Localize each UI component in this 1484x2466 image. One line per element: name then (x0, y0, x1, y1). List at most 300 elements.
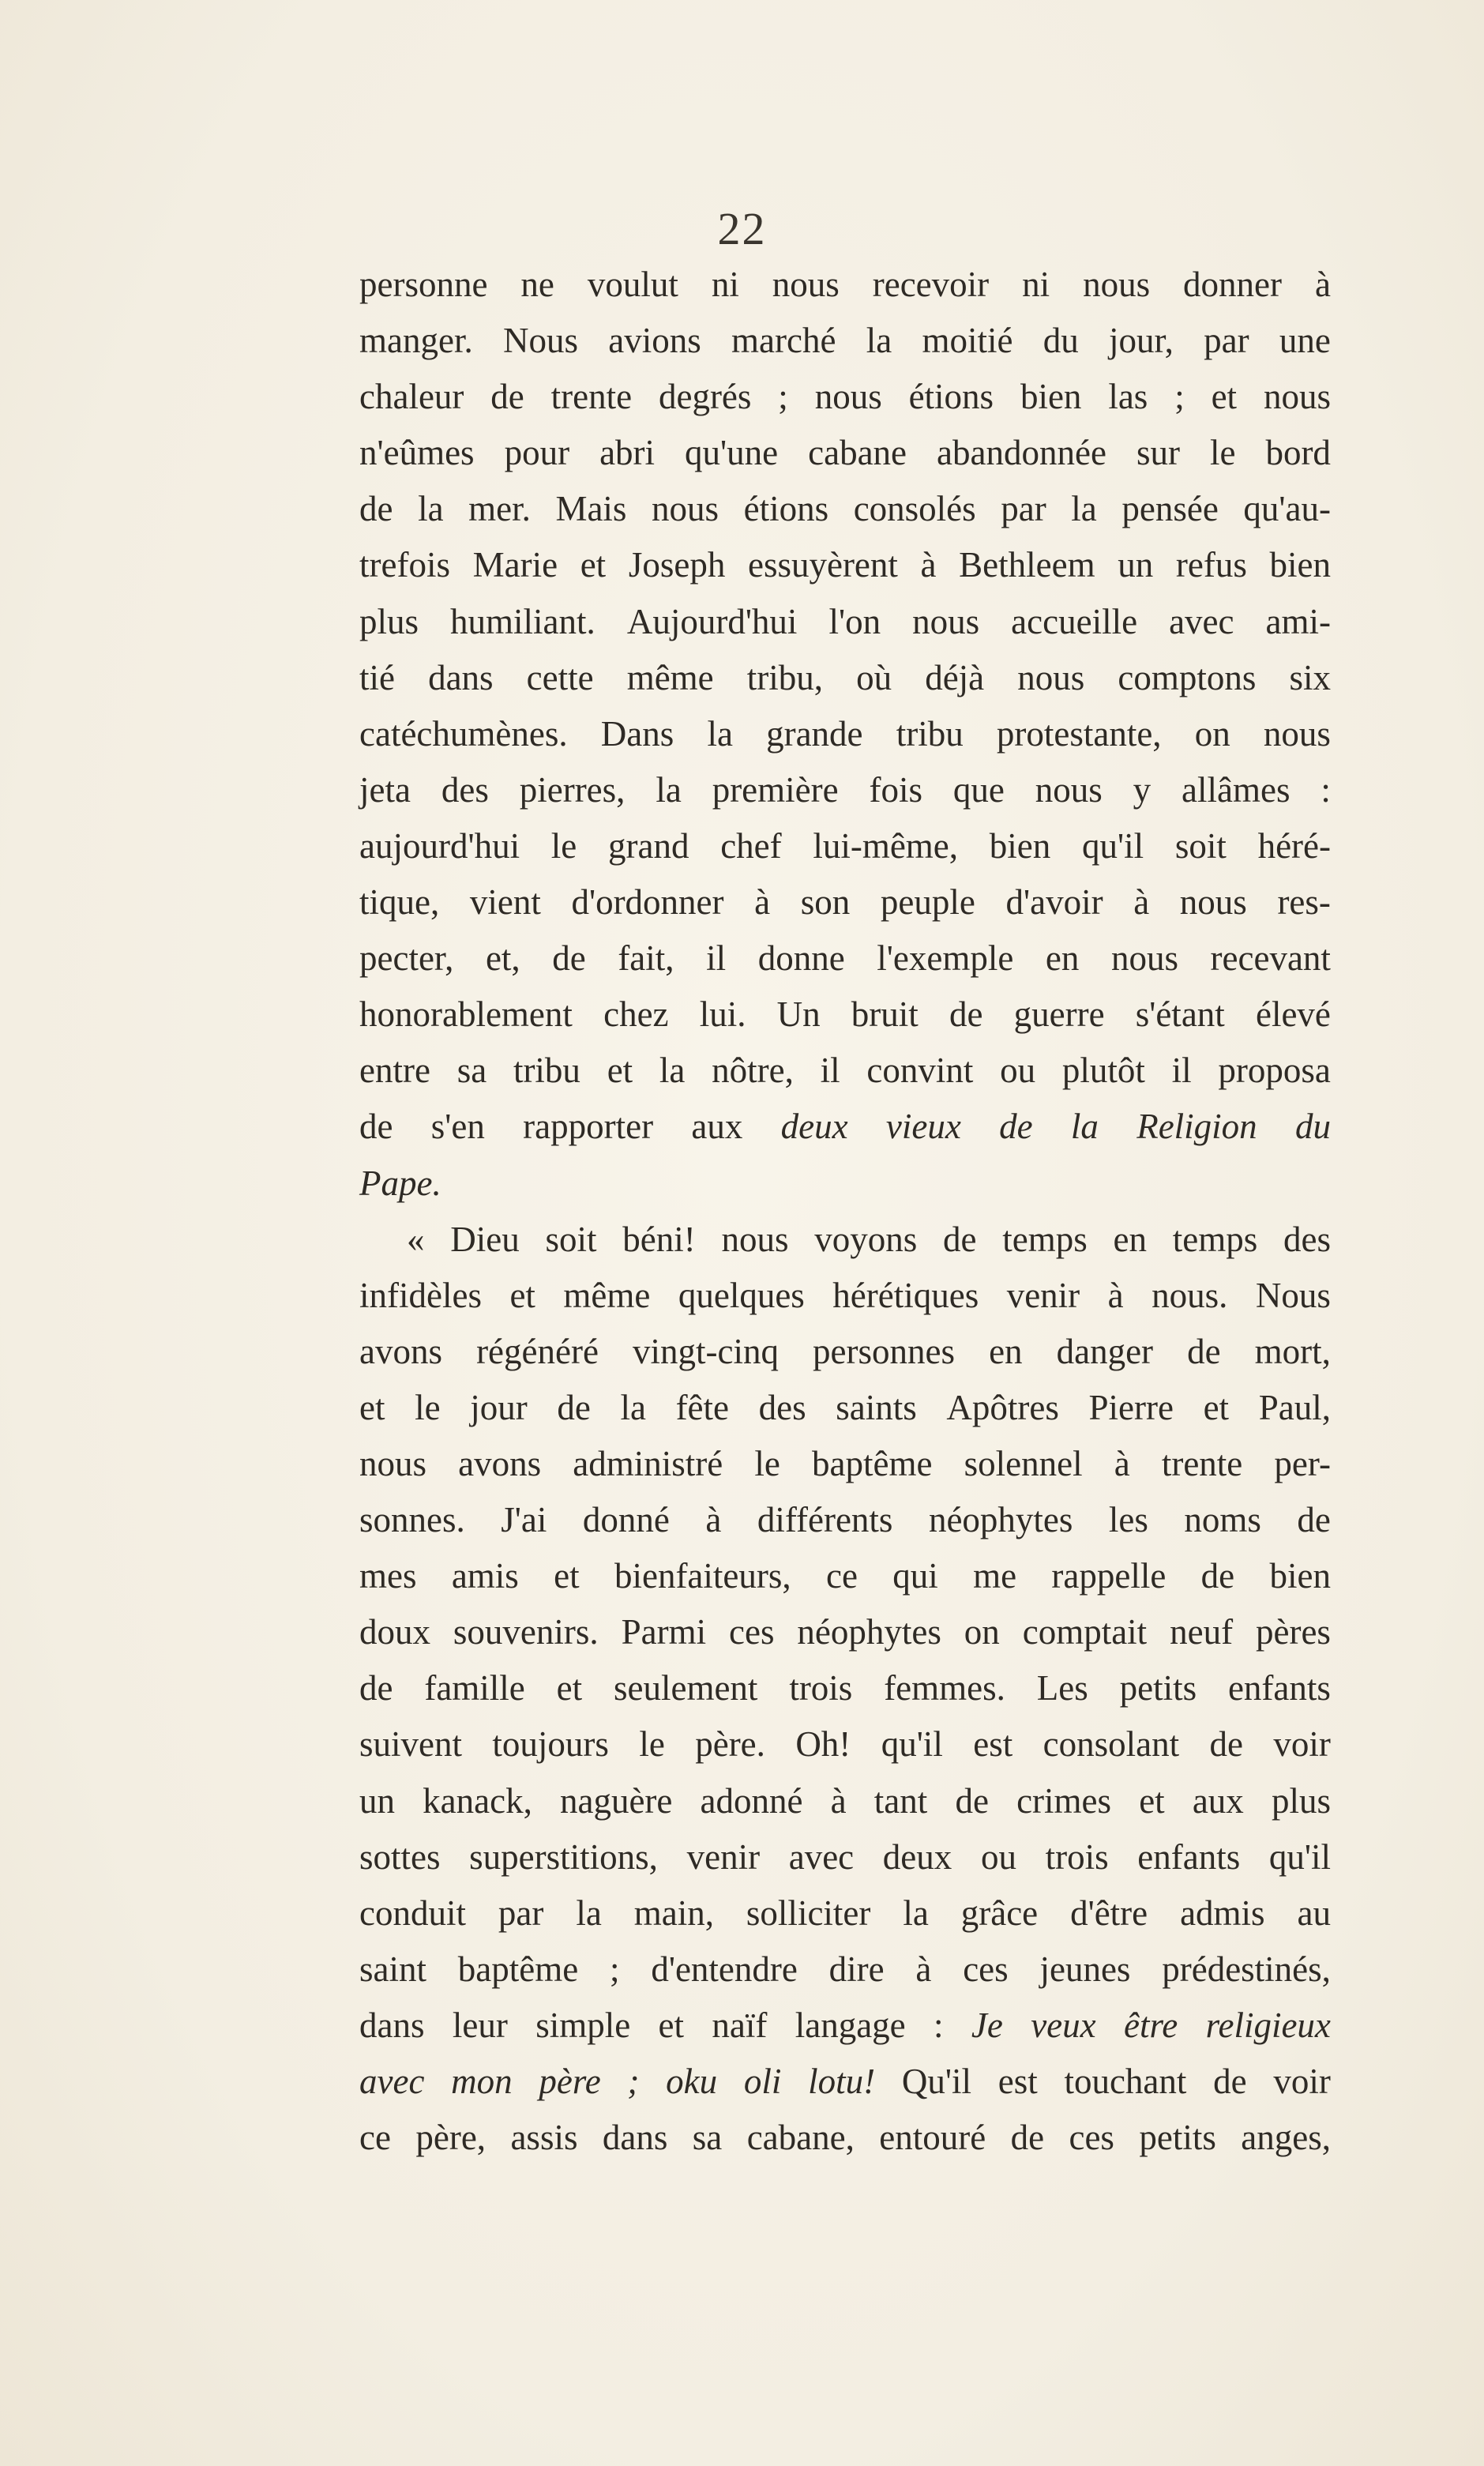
word: allâmes (1182, 769, 1291, 810)
word: aux (691, 1107, 743, 1147)
text-line (359, 1099, 1331, 1155)
word: femmes. (884, 1668, 1005, 1709)
word: ces (1069, 2118, 1114, 2158)
word: per- (1274, 1443, 1331, 1483)
word: en (1113, 1219, 1147, 1259)
word: nous (1263, 713, 1331, 754)
word: J'ai (501, 1500, 547, 1540)
word: la (620, 1387, 646, 1427)
word: Oh! (795, 1724, 851, 1765)
word: consolant (1043, 1724, 1180, 1765)
word: tribu (896, 713, 964, 754)
word: crimes (1016, 1780, 1112, 1821)
word: la (903, 1893, 929, 1933)
word: veux (1031, 2005, 1096, 2045)
word: petits (1139, 2118, 1216, 2158)
word: toujours (492, 1724, 609, 1765)
word: pierres, (519, 769, 626, 810)
word: noms (1184, 1500, 1261, 1540)
word: qu'il (1081, 825, 1144, 866)
word: même (563, 1275, 651, 1315)
word: catéchumènes. (359, 713, 568, 754)
word: père, (415, 2118, 487, 2158)
word: avons (458, 1443, 542, 1483)
word: pères (1256, 1612, 1331, 1652)
word: et (359, 1387, 385, 1427)
word: consolés (853, 489, 976, 529)
word: Parmi (621, 1612, 707, 1652)
word: res- (1277, 882, 1331, 923)
text-line (359, 930, 1331, 987)
word: essuyèrent (747, 545, 898, 585)
word: neuf (1170, 1612, 1234, 1652)
word: bienfaiteurs, (614, 1556, 791, 1596)
word: de (557, 1387, 591, 1427)
word: Je (971, 2005, 1003, 2045)
word: avions (608, 321, 701, 361)
word: cabane (808, 433, 907, 473)
word: baptême (457, 1949, 579, 1989)
word: souvenirs. (453, 1612, 599, 1652)
word: et (658, 2005, 685, 2045)
word: mes (359, 1556, 417, 1596)
word: : (1321, 769, 1331, 810)
word: petits (1119, 1668, 1197, 1709)
word: en (989, 1331, 1023, 1371)
word: du (1043, 321, 1079, 361)
word: de (955, 1780, 989, 1821)
word: la (1070, 1107, 1099, 1147)
word: à (1133, 882, 1150, 923)
word: peuple (880, 882, 975, 923)
word: vieux (885, 1107, 961, 1147)
text-line (359, 818, 1331, 874)
word: donner (1183, 265, 1283, 304)
word: religieux (1205, 2005, 1331, 2045)
word: saint (359, 1949, 426, 1989)
word: cabane, (746, 2118, 855, 2158)
word: et (554, 1556, 580, 1596)
word: ces (963, 1949, 1009, 1989)
word: de (1213, 2062, 1247, 2101)
word: voulut (587, 265, 678, 304)
word: humiliant. (450, 601, 595, 641)
word: main, (633, 1893, 714, 1933)
word: assis (510, 2118, 578, 2158)
word: baptême (812, 1443, 933, 1483)
word: ou (1000, 1051, 1036, 1091)
text-line (359, 1324, 1331, 1380)
word: ; (627, 2062, 640, 2101)
text-line (359, 2110, 1331, 2166)
word: qu'au- (1243, 489, 1331, 529)
word: : (934, 2005, 944, 2045)
word: la (576, 1893, 602, 1933)
word: naguère (559, 1780, 673, 1821)
word: et (556, 1668, 583, 1709)
page-number: 22 (717, 203, 767, 254)
text-line (359, 1212, 1331, 1268)
text-line (359, 1268, 1331, 1324)
word: de (359, 489, 393, 529)
word: voyons (814, 1219, 918, 1259)
word: et (509, 1275, 535, 1315)
word: nous (721, 1219, 789, 1259)
word: des (441, 769, 489, 810)
word: que (952, 769, 1005, 810)
word: père (539, 2062, 601, 2101)
word: élevé (1255, 994, 1331, 1035)
word: plus (359, 601, 419, 641)
word: étions (908, 377, 994, 417)
word: naïf (712, 2005, 768, 2045)
word: deux (780, 1107, 848, 1147)
word: soit (545, 1219, 597, 1259)
word: ni (711, 265, 739, 304)
word: de (949, 994, 983, 1035)
word: jeta (359, 769, 411, 810)
word: même (626, 657, 714, 697)
word: tant (873, 1780, 928, 1821)
word: comptait (1022, 1612, 1148, 1652)
word: saints (836, 1387, 917, 1427)
word: personne (359, 265, 488, 304)
word: Dans (600, 713, 674, 754)
word: qu'il (881, 1724, 943, 1765)
word: bord (1265, 433, 1331, 473)
text-line (359, 1436, 1331, 1492)
word: prédestinés, (1162, 1949, 1331, 1989)
word: qui (892, 1556, 938, 1596)
word: on (964, 1612, 1000, 1652)
word: à (830, 1780, 847, 1821)
word: lui. (699, 994, 746, 1035)
word: des (758, 1387, 806, 1427)
word: fait, (618, 938, 674, 979)
word: infidèles (359, 1275, 482, 1315)
word: qu'il (1268, 1836, 1331, 1877)
word: s'en (430, 1107, 485, 1147)
word: s'étant (1135, 994, 1225, 1035)
text-line (359, 369, 1331, 425)
word: à (754, 882, 771, 923)
word: bien (989, 825, 1051, 866)
word: grand (608, 825, 689, 866)
word: deux (882, 1836, 952, 1877)
word: jeunes (1039, 1949, 1131, 1989)
text-line (359, 2054, 1331, 2110)
word: Les (1036, 1668, 1088, 1709)
word: Nous (1255, 1275, 1331, 1315)
word: il (706, 938, 727, 979)
word: de (490, 377, 524, 417)
text-line (359, 313, 1331, 369)
word: trois (789, 1668, 853, 1709)
word: le (415, 1387, 441, 1427)
text-line (359, 594, 1331, 650)
word: à (915, 1949, 932, 1989)
word: ce (359, 2118, 391, 2158)
word: donné (582, 1500, 670, 1540)
word: sa (456, 1051, 487, 1091)
word: dire (828, 1949, 885, 1989)
word: Bethleem (959, 545, 1095, 585)
word: lui-même, (813, 825, 959, 866)
word: est (997, 2062, 1038, 2101)
text-line (359, 1604, 1331, 1660)
word: avec (788, 1836, 855, 1877)
word: pensée (1121, 489, 1219, 529)
word: bien (1269, 1556, 1331, 1596)
word: et (1203, 1387, 1230, 1427)
word: avec (359, 2062, 425, 2101)
word: leur (452, 2005, 508, 2045)
word: manger. (359, 321, 473, 361)
word: de (1200, 1556, 1235, 1596)
word: kanack, (423, 1780, 532, 1821)
word: nous (1263, 377, 1331, 417)
word: ni (1022, 265, 1050, 304)
text-line (359, 1156, 1331, 1212)
word: bien (1020, 377, 1082, 417)
word: pour (504, 433, 570, 473)
word: au (1297, 1893, 1331, 1933)
word: honorablement (359, 994, 573, 1035)
word: les (1108, 1500, 1148, 1540)
word: de (1010, 2118, 1045, 2158)
text-line (359, 1885, 1331, 1942)
word: jour, (1108, 321, 1174, 361)
word: de (1187, 1331, 1221, 1371)
word: pecter, (359, 938, 454, 979)
word: plutôt (1061, 1051, 1145, 1091)
word: il (1171, 1051, 1192, 1091)
word: nous (359, 1443, 427, 1483)
word: la (866, 321, 892, 361)
word: jour (470, 1387, 528, 1427)
word: nous (652, 489, 719, 529)
word: tique, (359, 882, 440, 923)
word: sonnes. (359, 1500, 465, 1540)
word: nous (1179, 882, 1247, 923)
word: guerre (1013, 994, 1105, 1035)
word: d'avoir (1005, 882, 1103, 923)
word: temps (1172, 1219, 1258, 1259)
word: nôtre, (712, 1051, 794, 1091)
word: conduit (359, 1893, 466, 1933)
word: et (1211, 377, 1238, 417)
word: ne (520, 265, 554, 304)
word: administré (573, 1443, 723, 1483)
body-text (359, 257, 1331, 2166)
word: chaleur (359, 377, 464, 417)
word: comptons (1118, 657, 1257, 697)
text-line (359, 481, 1331, 537)
word: sottes (359, 1836, 441, 1877)
word: bruit (851, 994, 919, 1035)
word: de (552, 938, 586, 979)
word: convint (866, 1051, 974, 1091)
word: trois (1045, 1836, 1109, 1877)
word: dans (359, 2005, 425, 2045)
word: béni! (622, 1219, 696, 1259)
word: Aujourd'hui (626, 601, 798, 641)
word: une (1279, 321, 1331, 361)
word: de (1209, 1724, 1243, 1765)
word: néophytes (928, 1500, 1073, 1540)
word: avons (359, 1331, 442, 1371)
word: nous (1017, 657, 1085, 697)
word: avec (1169, 601, 1234, 641)
word: « (407, 1219, 425, 1259)
text-line (359, 1998, 1331, 2054)
word: la (418, 489, 444, 529)
word: plus (1271, 1780, 1331, 1821)
word: ce (825, 1556, 858, 1596)
word: un (359, 1780, 395, 1821)
word: superstitions, (469, 1836, 658, 1877)
word: adonné (700, 1780, 803, 1821)
word: oli (743, 2062, 782, 2101)
text-line (359, 1942, 1331, 1998)
word: Religion (1136, 1107, 1257, 1147)
word: première (712, 769, 839, 810)
text-line (359, 425, 1331, 481)
text-line (359, 537, 1331, 593)
word: soit (1174, 825, 1227, 866)
word: la (707, 713, 733, 754)
text-line (359, 1380, 1331, 1436)
word: différents (757, 1500, 893, 1540)
word: à (1107, 1275, 1124, 1315)
word: est (973, 1724, 1013, 1765)
word: ; (610, 1949, 620, 1989)
word: des (1283, 1219, 1331, 1259)
word: être (1123, 2005, 1178, 2045)
word: enfants (1137, 1836, 1241, 1877)
word: la (1071, 489, 1097, 529)
word: la (656, 769, 682, 810)
word: par (498, 1893, 544, 1933)
word: amis (451, 1556, 519, 1596)
word: vient (469, 882, 541, 923)
word: d'entendre (651, 1949, 798, 1989)
word: seulement (614, 1668, 758, 1709)
word: Qu'il (901, 2062, 971, 2101)
word: moitié (922, 321, 1013, 361)
word: nous (1083, 265, 1151, 304)
word: déjà (925, 657, 985, 697)
word: donne (757, 938, 845, 979)
word: Marie (472, 545, 558, 585)
word: par (1001, 489, 1046, 529)
word: refus (1175, 545, 1247, 585)
word: admis (1180, 1893, 1265, 1933)
word: le (1209, 433, 1236, 473)
word: trente (550, 377, 633, 417)
word: son (800, 882, 851, 923)
word: aujourd'hui (359, 825, 520, 866)
word: d'être (1070, 1893, 1148, 1933)
word: nous (912, 601, 980, 641)
word: Paul, (1258, 1387, 1331, 1427)
word: à (1114, 1443, 1130, 1483)
word: dans (428, 657, 494, 697)
word: temps (1002, 1219, 1088, 1259)
word: dans (602, 2118, 668, 2158)
word: las (1108, 377, 1148, 417)
word: nous (772, 265, 840, 304)
word: Pape. (359, 1163, 441, 1203)
word: enfants (1227, 1668, 1331, 1709)
word: et (607, 1051, 633, 1091)
word: par (1204, 321, 1249, 361)
word: fois (869, 769, 922, 810)
word: rapporter (523, 1107, 654, 1147)
text-line (359, 706, 1331, 762)
word: venir (1006, 1275, 1080, 1315)
word: abri (599, 433, 656, 473)
word: ami- (1265, 601, 1331, 641)
word: nous (1110, 938, 1178, 979)
word: personnes (813, 1331, 955, 1371)
word: père. (695, 1724, 765, 1765)
word: doux (359, 1612, 430, 1652)
word: à (920, 545, 937, 585)
word: néophytes (797, 1612, 941, 1652)
word: Mais (555, 489, 627, 529)
word: le (550, 825, 577, 866)
word: on (1194, 713, 1230, 754)
word: abandonnée (937, 433, 1106, 473)
word: étions (743, 489, 829, 529)
word: de (359, 1107, 393, 1147)
word: grande (766, 713, 863, 754)
word: recevant (1210, 938, 1331, 979)
word: où (856, 657, 892, 697)
word: mon (451, 2062, 513, 2101)
word: à (1314, 265, 1331, 304)
word: nous (814, 377, 882, 417)
word: accueille (1011, 601, 1138, 641)
word: un (1118, 545, 1154, 585)
word: recevoir (872, 265, 990, 304)
word: voir (1273, 2062, 1331, 2101)
word: trente (1161, 1443, 1243, 1483)
word: Dieu (450, 1219, 520, 1259)
text-line (359, 762, 1331, 818)
word: degrés (658, 377, 752, 417)
word: tribu, (746, 657, 823, 697)
word: nous. (1152, 1275, 1228, 1315)
word: hérétiques (832, 1275, 979, 1315)
text-line (359, 987, 1331, 1043)
word: tribu (513, 1051, 580, 1091)
word: n'eûmes (359, 433, 475, 473)
word: cette (526, 657, 594, 697)
word: voir (1273, 1724, 1331, 1765)
word: entre (359, 1051, 430, 1091)
text-line (359, 1829, 1331, 1885)
word: danger (1056, 1331, 1154, 1371)
word: suivent (359, 1724, 462, 1765)
word: héré- (1257, 825, 1331, 866)
word: marché (731, 321, 836, 361)
text-line (359, 650, 1331, 706)
word: vingt-cinq (633, 1331, 779, 1371)
text-line (359, 1716, 1331, 1772)
word: et, (485, 938, 520, 979)
